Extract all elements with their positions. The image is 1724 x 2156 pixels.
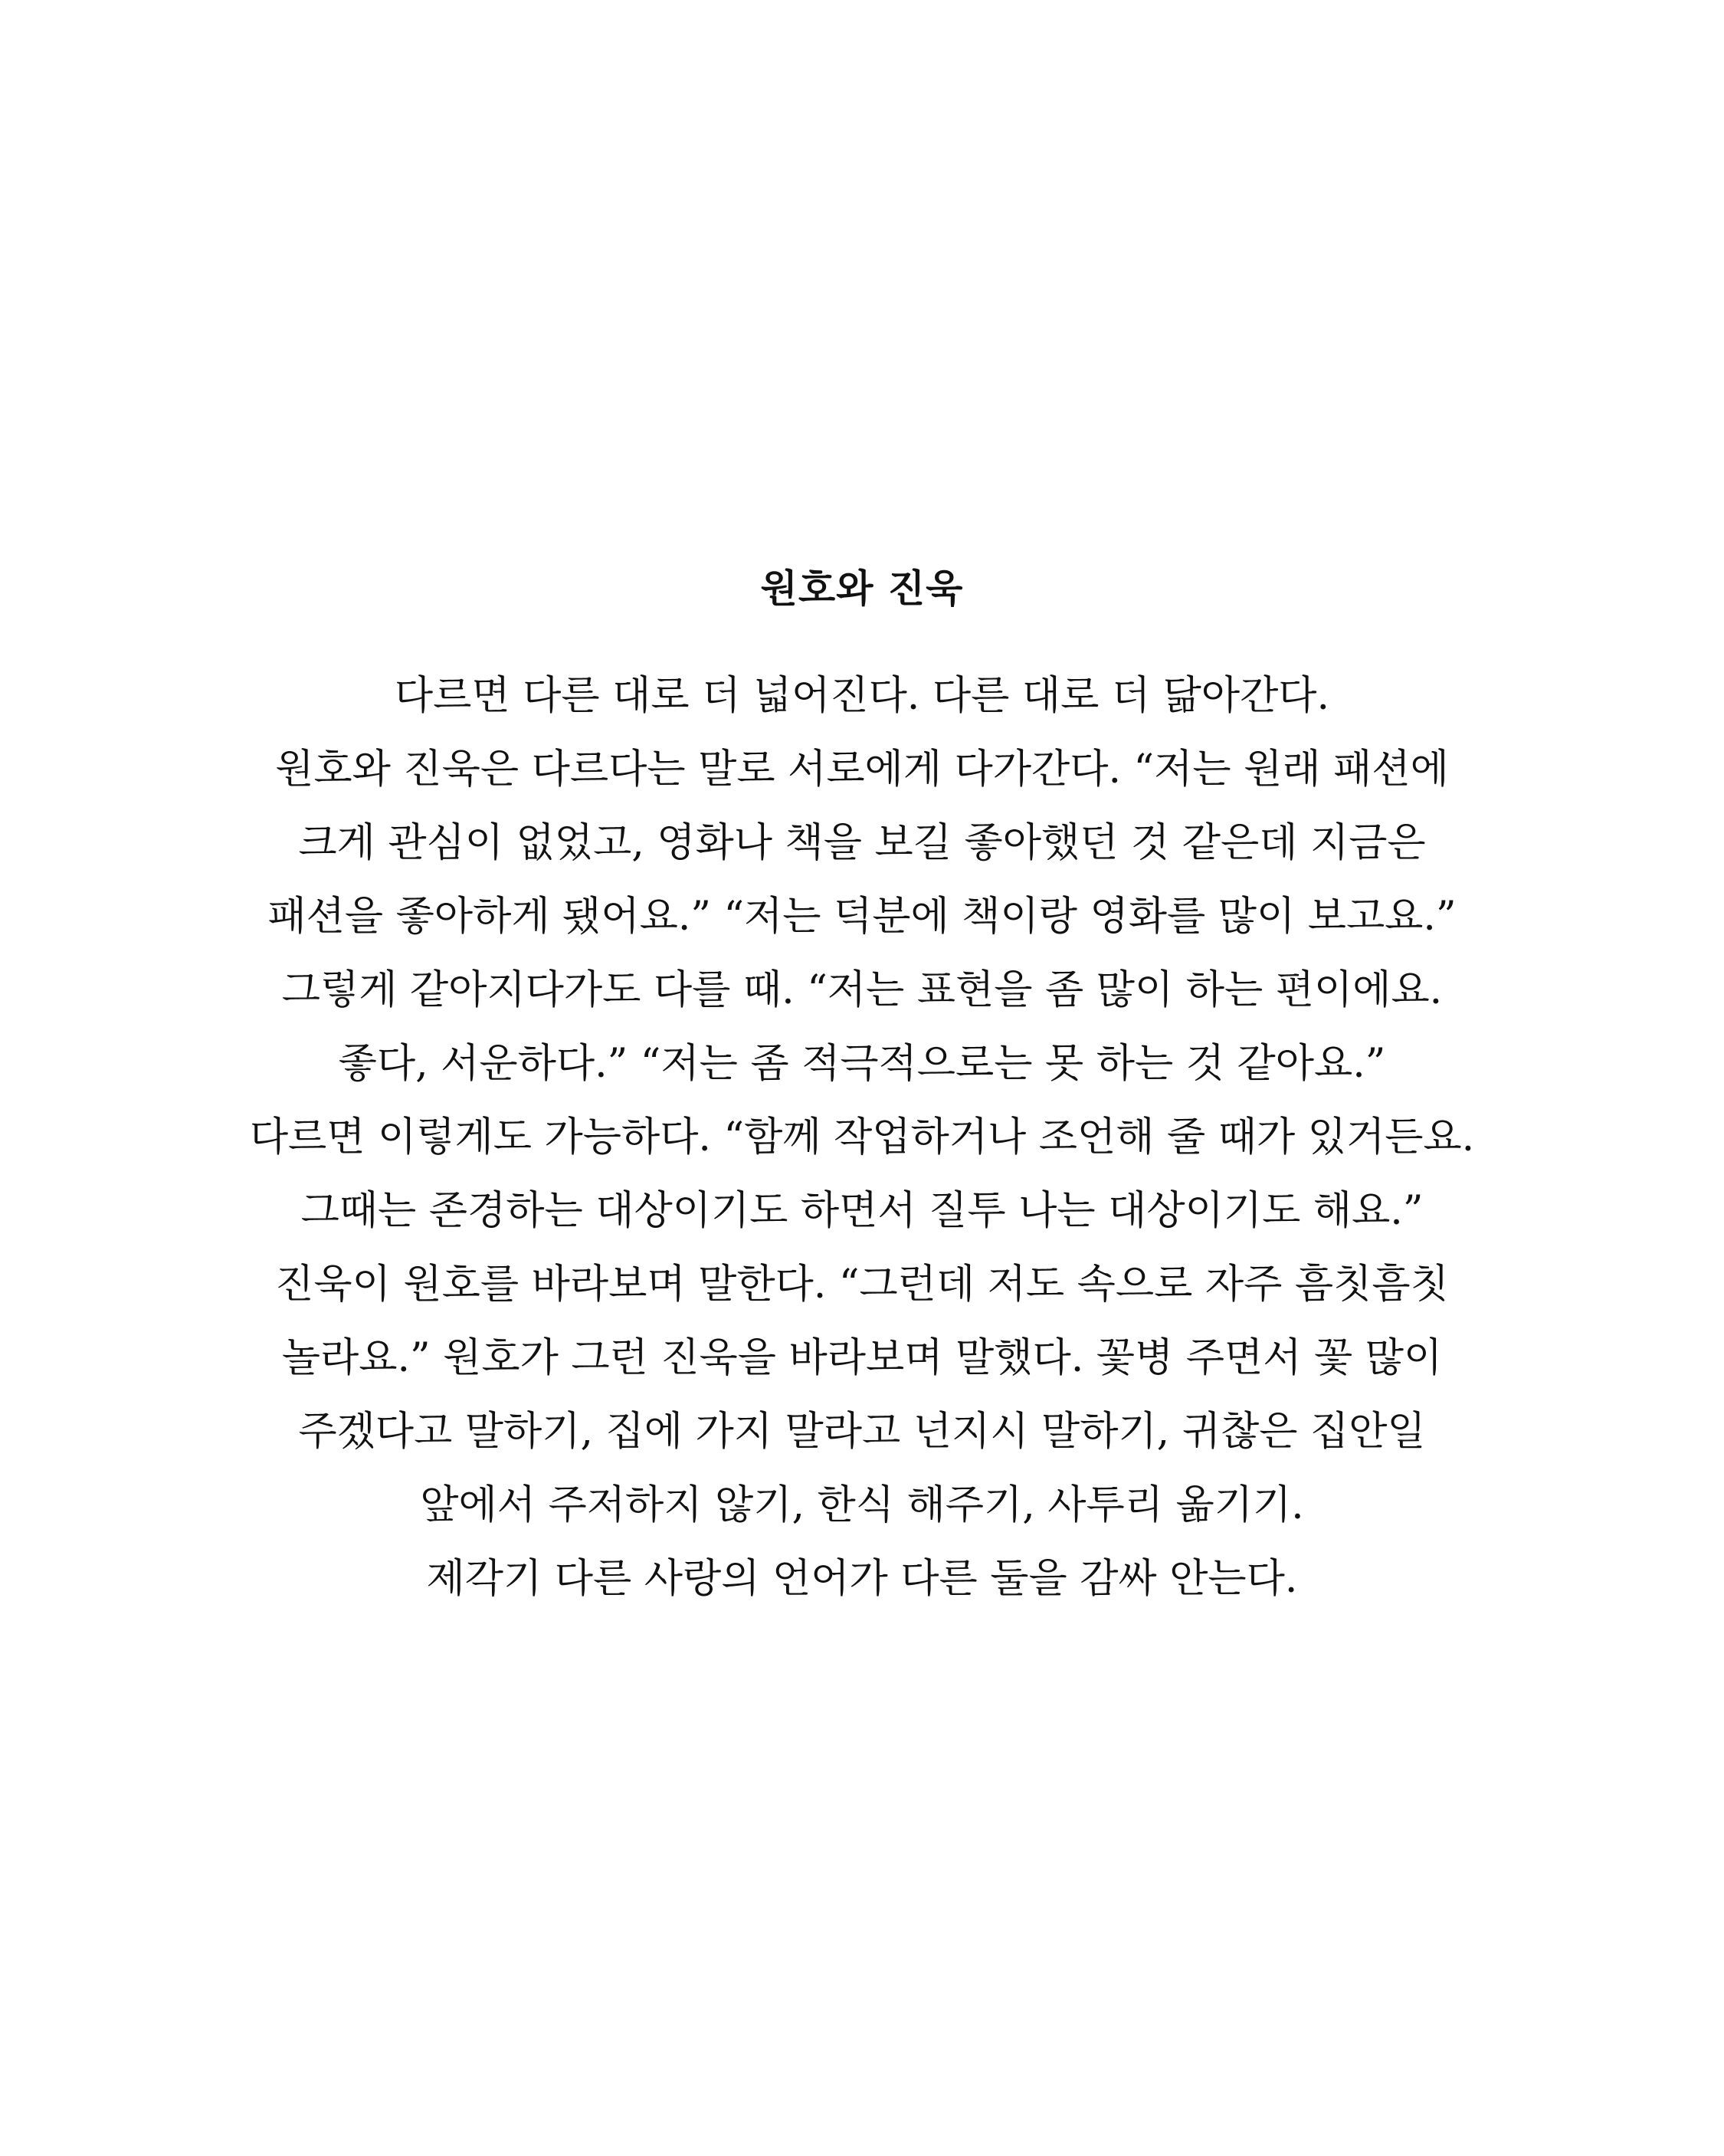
- article-body: [153, 659, 1571, 1616]
- body-line: 다르면 다른 대로 더 넓어진다. 다른 대로 더 닮아간다.: [394, 673, 1330, 719]
- body-line: 제각기 다른 사랑의 언어가 다른 둘을 감싸 안는다.: [426, 1556, 1298, 1602]
- body-line: 원호와 진욱은 다르다는 말로 서로에게 다가간다. “저는 원래 패션에: [275, 747, 1449, 793]
- body-line: 다르면 이렇게도 가능하다. “함께 작업하거나 조언해 줄 때가 있거든요.: [249, 1114, 1475, 1160]
- article-title: 원호와 진욱: [760, 566, 964, 611]
- body-line: 크게 관심이 없었고, 영화나 책을 보길 좋아했던 것 같은데 지금은: [298, 820, 1426, 866]
- body-line: 주겠다고 말하기, 집에 가지 말라고 넌지시 말하기, 귀찮은 집안일: [298, 1409, 1426, 1455]
- body-line: 패션을 좋아하게 됐어요.” “저는 덕분에 책이랑 영화를 많이 보고요.”: [267, 894, 1457, 940]
- body-line: 놀라요.” 원호가 그런 진욱을 바라보며 말했다. 꽃병 주면서 꽃 많이: [281, 1335, 1443, 1381]
- body-line: 그때는 존경하는 대상이기도 하면서 질투 나는 대상이기도 해요.”: [300, 1188, 1424, 1234]
- body-line: 좋다, 서운하다.” “저는 좀 적극적으로는 못 하는 것 같아요.”: [338, 1041, 1386, 1087]
- body-line: 진욱이 원호를 바라보며 말한다. “그런데 저도 속으로 자주 흠칫흠칫: [275, 1262, 1449, 1308]
- body-line: 앞에서 주저하지 않기, 한식 해주기, 사투리 옮기기.: [420, 1482, 1304, 1528]
- body-line: 그렇게 같아지다가도 다를 때. “저는 표현을 좀 많이 하는 편이에요.: [281, 967, 1443, 1013]
